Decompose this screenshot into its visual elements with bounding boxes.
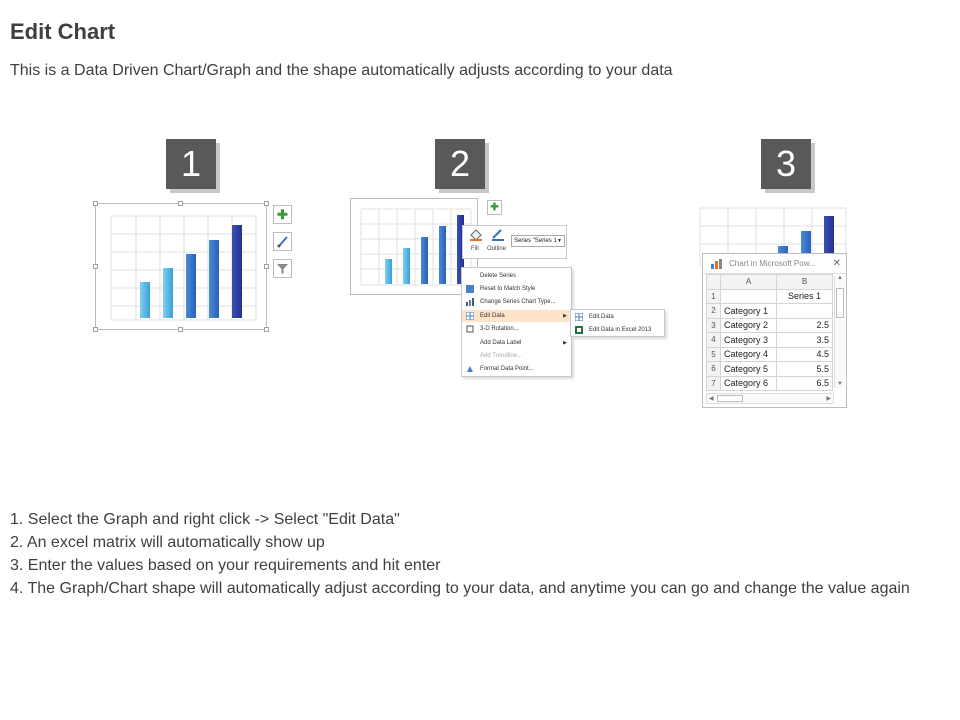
chart-1-bar-5 bbox=[232, 225, 242, 318]
row-header[interactable]: 6 bbox=[707, 362, 721, 377]
chart-icon bbox=[711, 259, 723, 269]
cell[interactable]: Category 5 bbox=[721, 362, 777, 377]
fill-bucket-icon[interactable] bbox=[469, 229, 483, 241]
table-row bbox=[707, 289, 833, 304]
menu-item-3d-rotation[interactable]: 3-D Rotation... bbox=[462, 323, 571, 335]
menu-item-format-data-point[interactable]: Format Data Point... bbox=[462, 363, 571, 375]
chart-1[interactable] bbox=[95, 203, 267, 330]
row-header[interactable]: 2 bbox=[707, 304, 721, 319]
instruction-step: 1. Select the Graph and right click -> Select "Edit Data" bbox=[10, 511, 400, 528]
outline-pen-icon[interactable] bbox=[491, 229, 505, 241]
chart-elements-button[interactable] bbox=[273, 205, 292, 224]
excel-grid bbox=[706, 274, 833, 391]
scroll-left-icon[interactable]: ◀ bbox=[709, 396, 714, 402]
cell[interactable]: Category 6 bbox=[721, 376, 777, 391]
chart-2-bar-3 bbox=[421, 237, 428, 284]
instruction-step: 4. The Graph/Chart shape will automatically adjust according to your data, and anytime you can go and change the value again bbox=[10, 580, 910, 597]
submenu-arrow-icon: ▶ bbox=[563, 340, 567, 346]
row-header[interactable]: 1 bbox=[707, 289, 721, 304]
cell[interactable]: 2.5 bbox=[777, 318, 833, 333]
menu-item-add-trendline: Add Trendline... bbox=[480, 353, 523, 359]
scrollbar-thumb[interactable] bbox=[836, 288, 844, 318]
table-row bbox=[707, 347, 833, 362]
row-header[interactable]: 3 bbox=[707, 318, 721, 333]
chart-1-bar-3 bbox=[186, 254, 196, 318]
submenu-arrow-icon: ▶ bbox=[563, 313, 567, 319]
scroll-right-icon[interactable]: ▶ bbox=[826, 396, 831, 402]
menu-item-edit-data[interactable]: Edit Data ▶ bbox=[462, 310, 571, 322]
context-menu bbox=[461, 267, 572, 377]
plus-icon: ✚ bbox=[277, 207, 288, 222]
resize-handle[interactable] bbox=[264, 201, 269, 206]
horizontal-scrollbar[interactable] bbox=[706, 393, 834, 404]
table-row bbox=[707, 318, 833, 333]
column-header-a[interactable]: A bbox=[721, 275, 777, 290]
chart-type-icon bbox=[466, 298, 474, 306]
cell[interactable] bbox=[721, 289, 777, 304]
menu-item-delete-series[interactable]: Delete Series bbox=[480, 273, 517, 279]
chart-2-bar-2 bbox=[403, 248, 410, 284]
vertical-scrollbar[interactable] bbox=[834, 276, 845, 388]
table-row bbox=[707, 333, 833, 348]
column-header-b[interactable]: B bbox=[777, 275, 833, 290]
chart-filters-button[interactable] bbox=[273, 259, 292, 278]
scroll-down-icon[interactable]: ▼ bbox=[837, 381, 843, 387]
row-header[interactable]: 5 bbox=[707, 347, 721, 362]
excel-window-title: Chart in Microsoft Pow... ✕ bbox=[703, 254, 846, 274]
chevron-down-icon: ▼ bbox=[557, 238, 562, 244]
cell[interactable]: Category 3 bbox=[721, 333, 777, 348]
cell[interactable]: Category 2 bbox=[721, 318, 777, 333]
resize-handle[interactable] bbox=[93, 201, 98, 206]
row-header[interactable]: 4 bbox=[707, 333, 721, 348]
chart-1-bar-1 bbox=[140, 282, 150, 318]
page-subtitle: This is a Data Driven Chart/Graph and the shape automatically adjusts according to your data bbox=[10, 62, 673, 79]
reset-icon bbox=[466, 285, 474, 293]
step-badge-2: 2 bbox=[435, 139, 485, 189]
series-select[interactable]: Series "Series 1 ▼ bbox=[511, 235, 565, 247]
table-icon bbox=[466, 312, 474, 320]
chart-1-bar-2 bbox=[163, 268, 173, 318]
cell[interactable]: Category 1 bbox=[721, 304, 777, 319]
corner-cell[interactable] bbox=[707, 275, 721, 290]
chart-2-elements-button[interactable] bbox=[487, 200, 502, 215]
filter-icon bbox=[276, 262, 289, 275]
chart-1-plot bbox=[96, 204, 266, 329]
row-header[interactable]: 7 bbox=[707, 376, 721, 391]
cell[interactable]: 3.5 bbox=[777, 333, 833, 348]
cell[interactable]: 4.5 bbox=[777, 347, 833, 362]
resize-handle[interactable] bbox=[178, 201, 183, 206]
brush-icon bbox=[276, 235, 289, 248]
resize-handle[interactable] bbox=[178, 327, 183, 332]
instruction-step: 3. Enter the values based on your requirements and hit enter bbox=[10, 557, 441, 574]
table-row bbox=[707, 362, 833, 377]
chart-2[interactable] bbox=[350, 198, 478, 295]
resize-handle[interactable] bbox=[93, 264, 98, 269]
instruction-step: 2. An excel matrix will automatically show up bbox=[10, 534, 325, 551]
cell[interactable]: Series 1 bbox=[777, 289, 833, 304]
format-icon bbox=[466, 365, 474, 373]
cell[interactable]: 6.5 bbox=[777, 376, 833, 391]
outline-label: Outline bbox=[487, 246, 507, 252]
chart-2-plot bbox=[351, 199, 477, 294]
chart-styles-button[interactable] bbox=[273, 232, 292, 251]
scroll-up-icon[interactable]: ▲ bbox=[837, 275, 843, 281]
menu-item-reset-style[interactable]: Reset to Match Style bbox=[462, 283, 571, 295]
cell[interactable]: Category 4 bbox=[721, 347, 777, 362]
menu-item-add-data-label[interactable]: Add Data Label ▶ bbox=[462, 337, 571, 349]
table-row bbox=[707, 376, 833, 391]
format-toolbar bbox=[462, 225, 567, 259]
cell[interactable] bbox=[777, 304, 833, 319]
step-badge-1: 1 bbox=[166, 139, 216, 189]
instructions bbox=[10, 508, 940, 600]
excel-data-window bbox=[702, 253, 847, 408]
chart-2-bar-1 bbox=[385, 259, 392, 284]
cell[interactable]: 5.5 bbox=[777, 362, 833, 377]
plus-icon: ✚ bbox=[490, 202, 499, 213]
step-badge-3: 3 bbox=[761, 139, 811, 189]
chart-1-bar-4 bbox=[209, 240, 219, 318]
excel-icon bbox=[575, 326, 583, 334]
table-row bbox=[707, 304, 833, 319]
table-icon bbox=[575, 313, 583, 321]
resize-handle[interactable] bbox=[264, 264, 269, 269]
resize-handle[interactable] bbox=[93, 327, 98, 332]
rotate-icon bbox=[466, 325, 474, 333]
edit-data-submenu bbox=[570, 309, 665, 337]
submenu-item-edit-data[interactable]: Edit Data bbox=[571, 311, 664, 323]
page-title: Edit Chart bbox=[10, 19, 116, 44]
scrollbar-thumb[interactable] bbox=[717, 395, 743, 402]
submenu-item-edit-in-excel[interactable]: Edit Data in Excel 2013 bbox=[571, 324, 664, 336]
menu-item-change-chart-type[interactable]: Change Series Chart Type... bbox=[462, 296, 571, 308]
chart-2-bar-4 bbox=[439, 226, 446, 284]
resize-handle[interactable] bbox=[264, 327, 269, 332]
fill-label: Fill bbox=[471, 246, 479, 252]
close-icon[interactable]: ✕ bbox=[832, 258, 841, 269]
